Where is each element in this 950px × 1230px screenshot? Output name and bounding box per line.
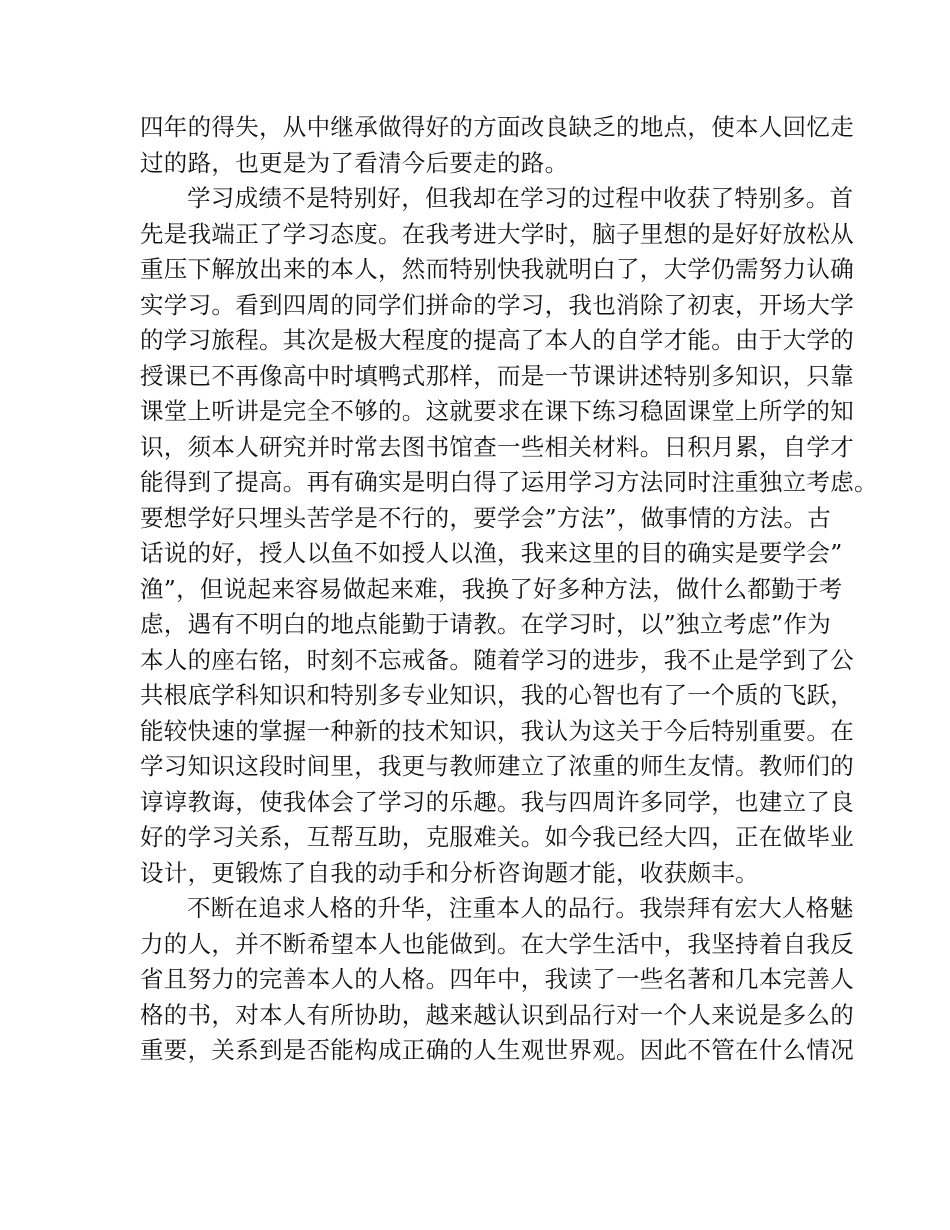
text-line: 好的学习关系，互帮互助，克服难关。如今我已经大四，正在做毕业 (140, 823, 854, 851)
document-body (140, 110, 878, 1069)
text-line: 先是我端正了学习态度。在我考进大学时，脑子里想的是好好放松从 (140, 219, 854, 248)
text-line: 不断在追求人格的升华，注重本人的品行。我崇拜有宏大人格魅 (187, 894, 854, 922)
text-line: 话说的好，授人以鱼不如授人以渔，我来这里的目的确实是要学会” (140, 539, 843, 567)
text-line: 学习知识这段时间里，我更与教师建立了浓重的师生友情。教师们的 (140, 752, 854, 780)
text-line: 识，须本人研究并时常去图书馆查一些相关材料。日积月累，自学才 (140, 432, 854, 461)
text-line: 省且努力的完善本人的人格。四年中，我读了一些名著和几本完善人 (140, 965, 854, 993)
text-line: 力的人，并不断希望本人也能做到。在大学生活中，我坚持着自我反 (140, 929, 854, 958)
text-line: 学习成绩不是特别好，但我却在学习的过程中收获了特别多。首 (187, 184, 854, 212)
text-line: 的学习旅程。其次是极大程度的提高了本人的自学才能。由于大学的 (140, 326, 854, 354)
text-line: 虑，遇有不明白的地点能勤于请教。在学习时，以”独立考虑”作为 (140, 610, 832, 638)
text-line: 设计，更锻炼了自我的动手和分析咨询题才能，收获颇丰。 (140, 858, 759, 887)
text-line: 授课已不再像高中时填鸭式那样，而是一节课讲述特别多知识，只靠 (140, 361, 854, 390)
text-line: 重压下解放出来的本人，然而特别快我就明白了，大学仍需努力认确 (140, 255, 854, 283)
text-line: 过的路，也更是为了看清今后要走的路。 (140, 148, 569, 177)
text-line: 本人的座右铭，时刻不忘戒备。随着学习的进步，我不止是学到了公 (140, 645, 854, 674)
text-line: 共根底学科知识和特别多专业知识，我的心智也有了一个质的飞跃， (140, 681, 854, 709)
text-line: 实学习。看到四周的同学们拼命的学习，我也消除了初衷，开场大学 (140, 290, 854, 319)
text-line: 四年的得失，从中继承做得好的方面改良缺乏的地点，使本人回忆走 (140, 113, 854, 141)
text-line: 重要，关系到是否能构成正确的人生观世界观。因此不管在什么情况 (140, 1036, 854, 1064)
text-line: 能较快速的掌握一种新的技术知识，我认为这关于今后特别重要。在 (140, 716, 854, 745)
text-line: 谆谆教诲，使我体会了学习的乐趣。我与四周许多同学，也建立了良 (140, 787, 854, 816)
text-line: 要想学好只埋头苦学是不行的，要学会”方法”，做事情的方法。古 (140, 503, 832, 532)
text-line: 能得到了提高。再有确实是明白得了运用学习方法同时注重独立考虑。 (140, 468, 878, 496)
text-line: 课堂上听讲是完全不够的。这就要求在课下练习稳固课堂上所学的知 (140, 397, 854, 425)
text-line: 格的书，对本人有所协助，越来越认识到品行对一个人来说是多么的 (140, 1000, 854, 1029)
text-line: 渔”，但说起来容易做起来难，我换了好多种方法，做什么都勤于考 (140, 574, 843, 603)
